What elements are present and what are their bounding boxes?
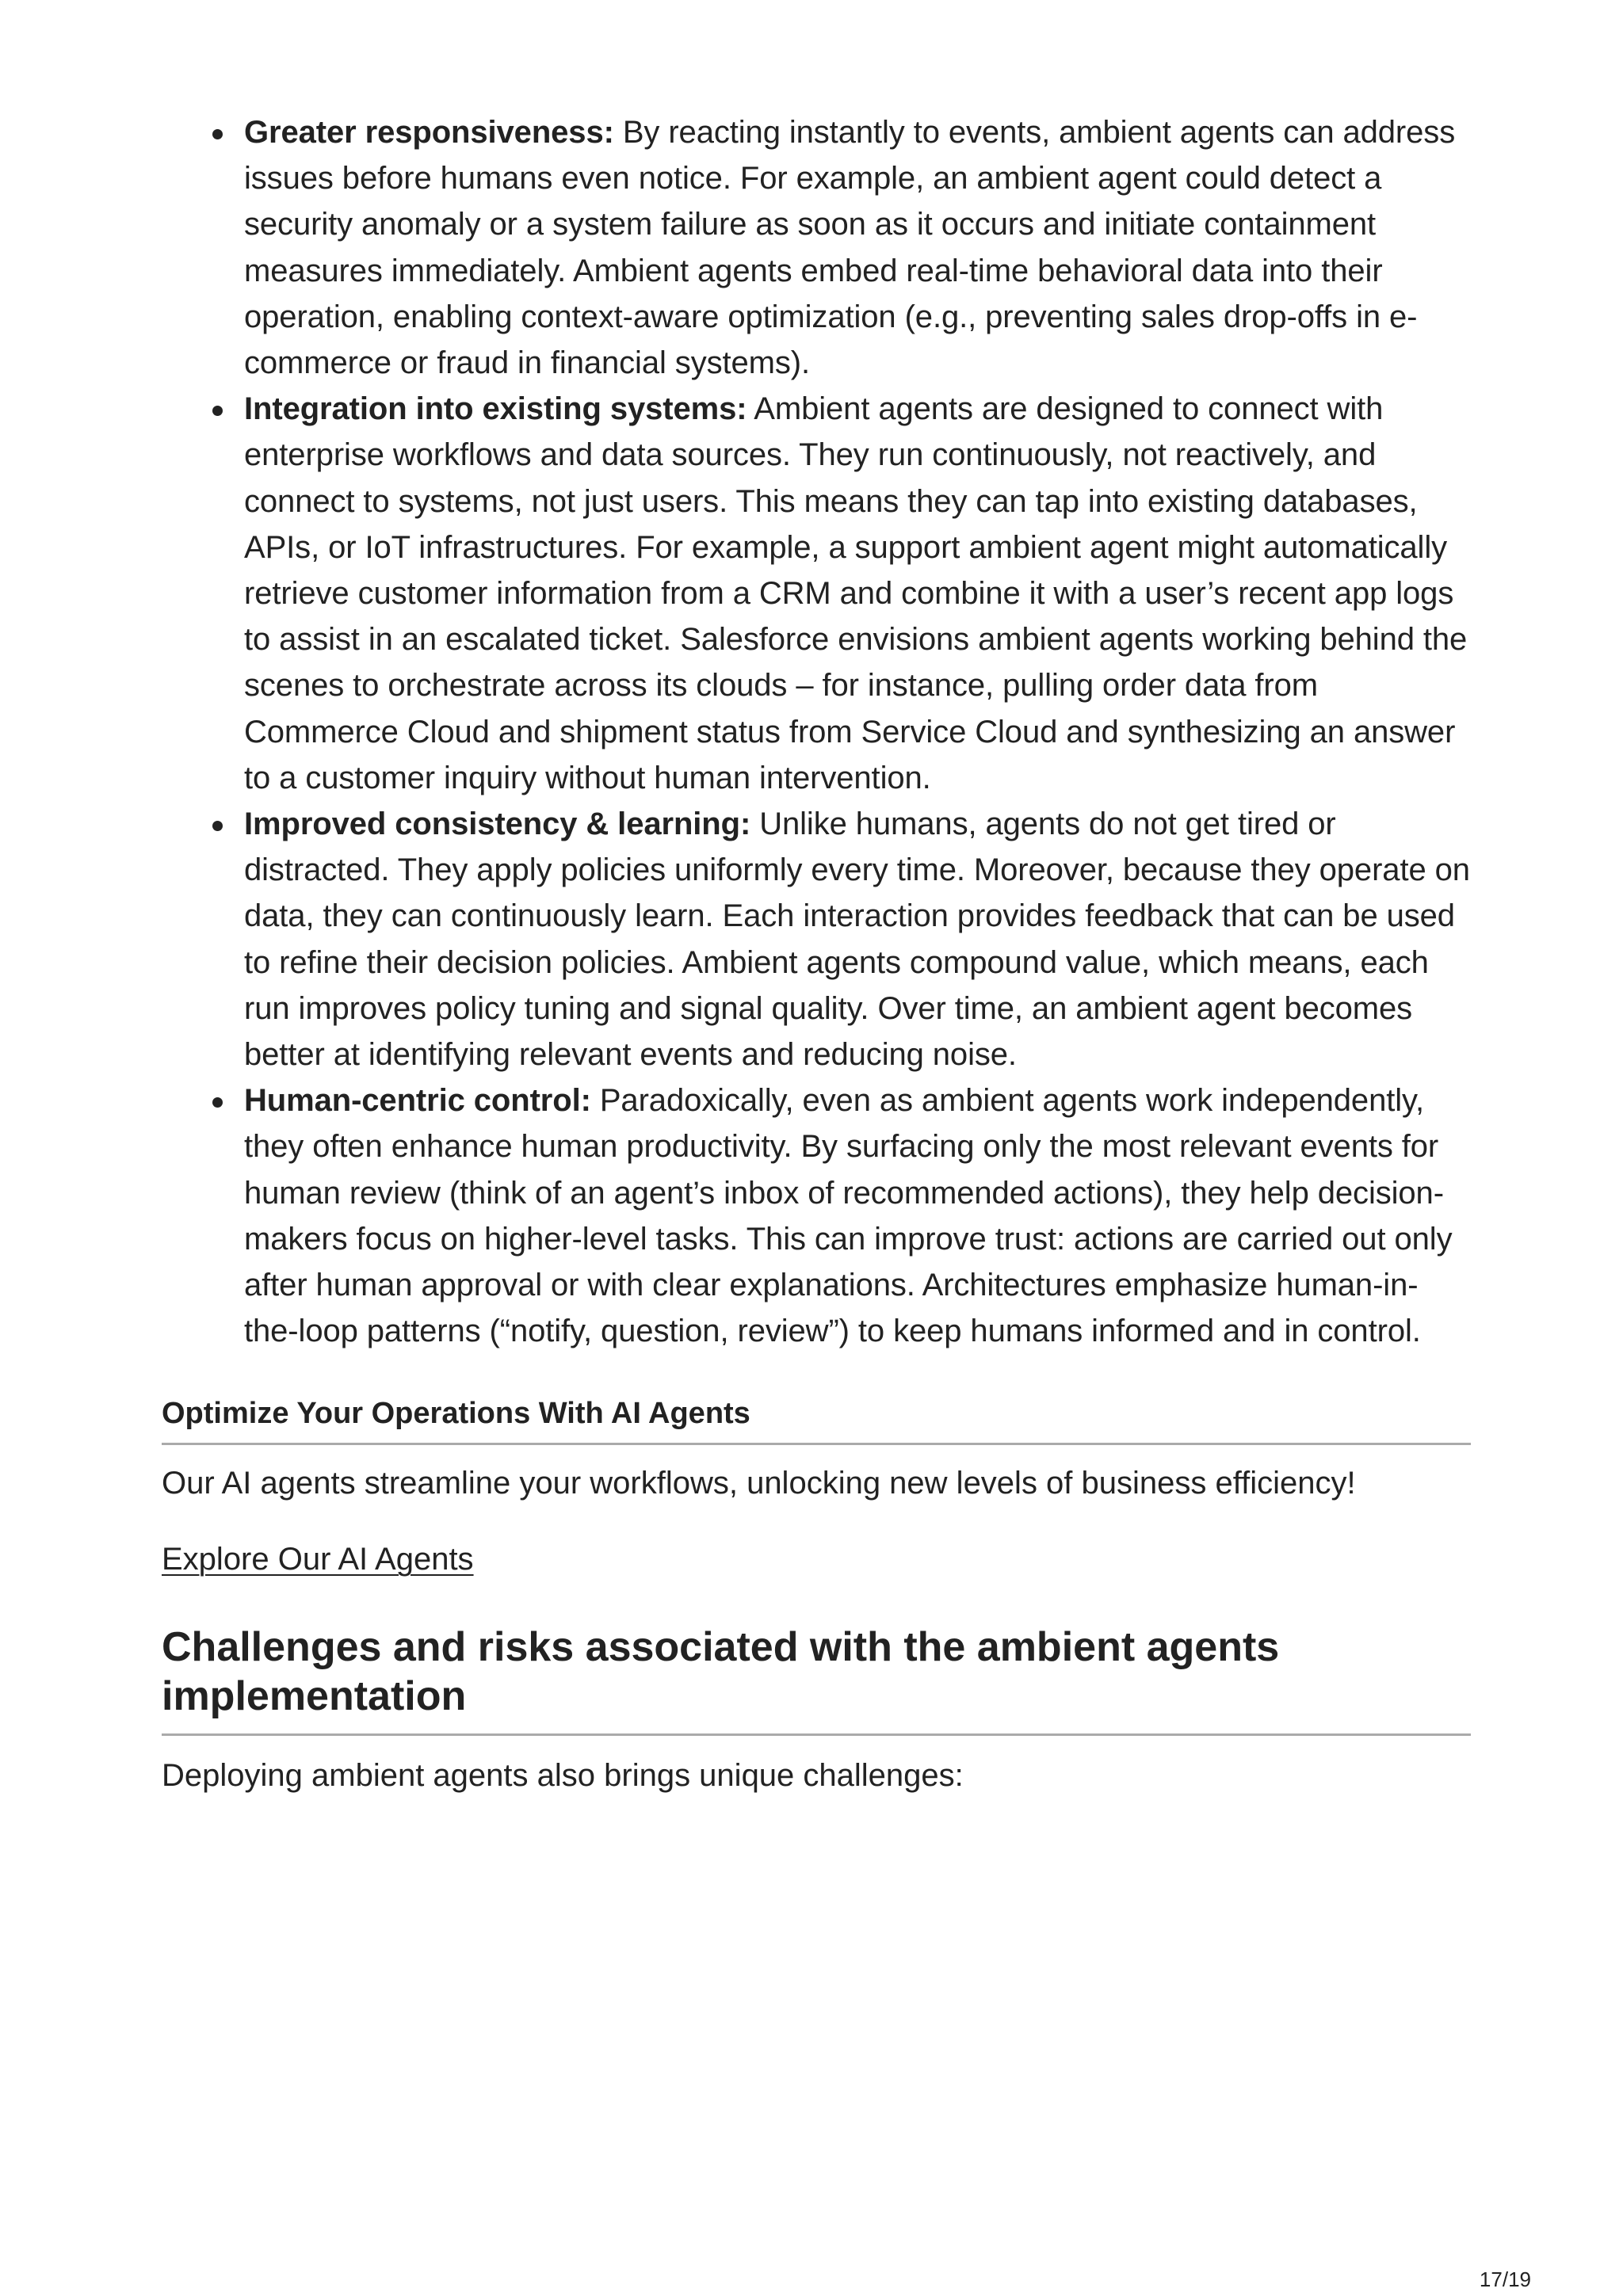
list-item-text: Ambient agents are designed to connect with enterprise workflows and data sources. They run continuously, not reactively, and connect to systems, not just users. This means they can tap into existing databases, APIs, or IoT infrastructures. For example, a support ambient agent might automatically retrieve customer information from a CRM and combine it with a user’s recent app logs to assist in an escalated ticket. Salesforce envisions ambient agents working behind the scenes to orchestrate across its clouds – for instance, pulling order data from Commerce Cloud and shipment status from Service Cloud and synthesizing an answer to a customer inquiry without human intervention.	[244, 391, 1468, 795]
list-item-term: Greater responsiveness:	[244, 115, 614, 150]
article-body	[162, 109, 1471, 1796]
cta-title: Optimize Your Operations With AI Agents	[162, 1395, 1471, 1445]
section-intro: Deploying ambient agents also brings unique challenges:	[162, 1758, 964, 1794]
list-item-text: By reacting instantly to events, ambient agents can address issues before humans even notice. For example, an ambient agent could detect a security anomaly or a system failure as soon as it occurs and initiate containment measures immediately. Ambient agents embed real-time behavioral data into their operation, enabling context-aware optimization (e.g., preventing sales drop-offs in e-commerce or fraud in financial systems).	[244, 115, 1456, 381]
benefits-list	[162, 109, 1471, 1354]
explore-ai-agents-link[interactable]: Explore Our AI Agents	[162, 1542, 474, 1577]
list-item	[244, 801, 1471, 1077]
section-heading: Challenges and risks associated with the ambient agents implementation	[162, 1623, 1471, 1736]
list-item	[244, 386, 1471, 801]
list-item-text: Unlike humans, agents do not get tired or distracted. They apply policies uniformly every time. Moreover, because they operate on data, they can continuously learn. Each interaction provides feedback that can be used to refine their decision policies. Ambient agents compound value, which means, each run improves policy tuning and signal quality. Over time, an ambient agent becomes better at identifying relevant events and reducing noise.	[244, 807, 1470, 1073]
page-number: 17/19	[1479, 2267, 1531, 2291]
cta-text: Our AI agents streamline your workflows, unlocking new levels of business efficiency!	[162, 1466, 1356, 1501]
list-item	[244, 109, 1471, 386]
list-item-text: Paradoxically, even as ambient agents work independently, they often enhance human productivity. By surfacing only the most relevant events for human review (think of an agent’s inbox of recommended actions), they help decision-makers focus on higher-level tasks. This can improve trust: actions are carried out only after human approval or with clear explanations. Architectures emphasize human-in-the-loop patterns (“notify, question, review”) to keep humans informed and in control.	[244, 1083, 1453, 1349]
list-item-term: Improved consistency & learning:	[244, 807, 751, 842]
list-item-term: Integration into existing systems:	[244, 391, 747, 427]
list-item	[244, 1077, 1471, 1354]
list-item-term: Human-centric control:	[244, 1083, 591, 1119]
